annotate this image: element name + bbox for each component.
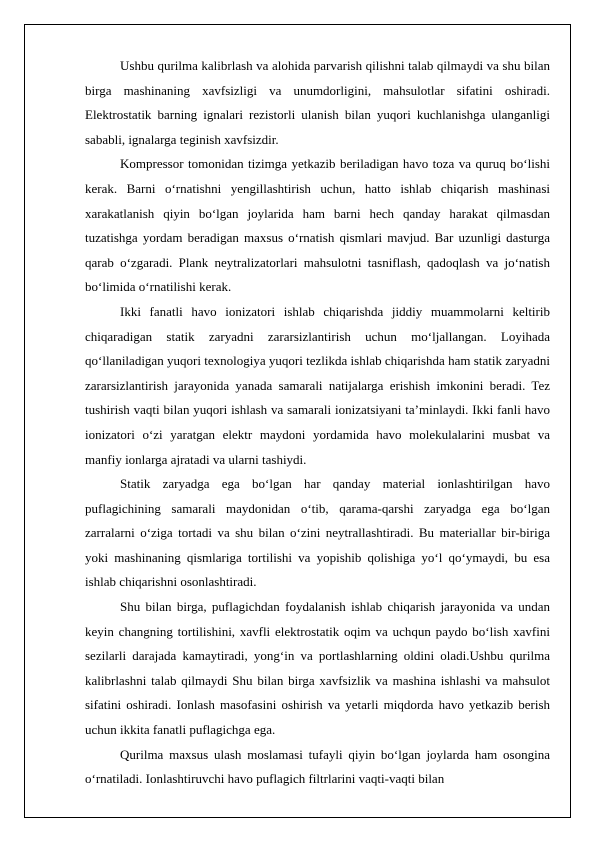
paragraph-blower-safety: Shu bilan birga, puflagichdan foydalanish ishlab chiqarish jarayonida va undan keyin changning tortilishini, xavfli elektrostatik oqim va uchqun paydo bo‘lish xavfini sezilarli darajada kamaytiradi, yong‘in va portlashlarning oldini oladi.Ushbu qurilma kalibrlashni talab qilmaydi Shu bilan birga xavfsizlik va mashina ishlashi va mahsulot sifatini oshiradi. Ionlash masofasini oshirish va yetarli miqdorda havo yetkazib berish uchun ikkita fanatli puflagichga ega. [85,599,550,738]
paragraph-installation: Qurilma maxsus ulash moslamasi tufayli qiyin bo‘lgan joylarda ham osongina o‘rnatiladi. Ionlashtiruvchi havo puflagich filtrlarini vaqti-vaqti bilan [85,746,550,787]
paragraph-calibration: Ushbu qurilma kalibrlash va alohida parvarish qilishni talab qilmaydi va shu bilan birga mashinaning xavfsizligi va unumdorligini, mahsulotlar sifatini oshiradi. Elektrostatik barning ignalari rezistorli ulanish bilan yuqori kuchlanishga ulanganligi sababli, ignalarga teginish xavfsizdir. [85,58,550,147]
document-body [85,54,550,792]
paragraph-compressor: Kompressor tomonidan tizimga yetkazib beriladigan havo toza va quruq bo‘lishi kerak. Barni o‘rnatishni yengillashtirish uchun, hatto ishlab chiqarish mashinasi xarakatlanish qiyin bo‘lgan joylarida ham barni hech qanday harakat qilmasdan tuzatishga yordam beradigan maxsus o‘rnatish qismlari mavjud. Bar uzunligi dasturga qarab o‘zgaradi. Plank neytralizatorlari mahsulotni tasniflash, qadoqlash va jo‘natish bo‘limida o‘rnatilishi kerak. [85,156,550,295]
paragraph-static-charge: Statik zaryadga ega bo‘lgan har qanday material ionlashtirilgan havo puflagichining samarali maydonidan o‘tib, qarama-qarshi zaryadga ega bo‘lgan zarralarni o‘ziga tortadi va shu bilan o‘zini neytrallashtiradi. Bu materiallar bir-biriga yoki mashinaning qismlariga tortilishi va yopishib qolishiga yo‘l qo‘ymaydi, bu esa ishlab chiqarishni osonlashtiradi. [85,476,550,590]
paragraph-two-fan-ionizer: Ikki fanatli havo ionizatori ishlab chiqarishda jiddiy muammolarni keltirib chiqaradigan statik zaryadni zararsizlantirish uchun mo‘ljallangan. Loyihada qo‘llaniladigan yuqori texnologiya yuqori tezlikda ishlab chiqarishda ham statik zaryadni zararsizlantirish jarayonida yanada samarali natijalarga erishish imkonini beradi. Tez tushirish vaqti bilan yuqori ishlash va samarali ionizatsiyani ta’minlaydi. Ikki fanli havo ionizatori o‘zi yaratgan elektr maydoni yordamida havo molekulalarini musbat va manfiy ionlarga ajratadi va ularni tashiydi. [85,303,550,467]
